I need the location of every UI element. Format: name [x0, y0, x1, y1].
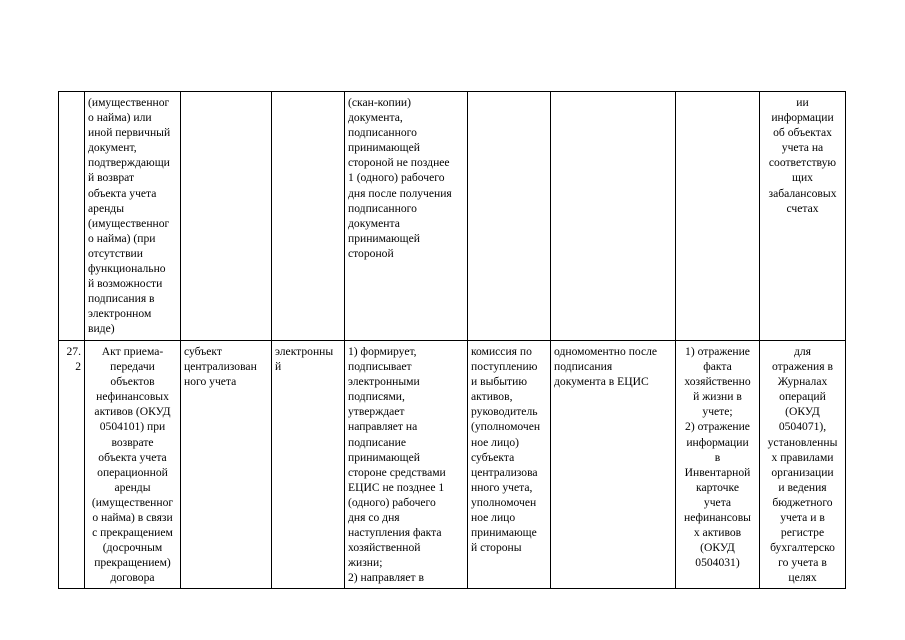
table-row — [59, 92, 846, 341]
cell-number: 27. 2 — [59, 341, 85, 589]
cell-document-name: Акт приема- передачи объектов нефинансовых активов (ОКУД 0504101) при возврате объекта учета операционной аренды (имущественног о найма) в связи с прекращением (досрочным прекращением) договора — [85, 341, 181, 589]
document-table — [58, 91, 846, 589]
cell-responsible: субъект централизован ного учета — [181, 341, 272, 589]
cell-signers — [468, 92, 551, 341]
cell-responsible — [181, 92, 272, 341]
cell-purpose: для отражения в Журналах операций (ОКУД 0504071), установленны х правилами организации и ведения бюджетного учета и в регистре бухгалтерско го учета в целях — [760, 341, 846, 589]
cell-form: электронны й — [272, 341, 345, 589]
cell-deadline — [551, 92, 676, 341]
cell-document-name: (имущественног о найма) или иной первичный документ, подтверждающи й возврат объекта учета аренды (имущественног о найма) (при отсутствии функционально й возможности подписания в электронном виде) — [85, 92, 181, 341]
cell-form — [272, 92, 345, 341]
cell-purpose: ии информации об объектах учета на соответствую щих забалансовых счетах — [760, 92, 846, 341]
cell-action: 1) отражение факта хозяйственно й жизни в учете; 2) отражение информации в Инвентарной карточке учета нефинансовы х активов (ОКУД 0504031) — [676, 341, 760, 589]
cell-signers: комиссия по поступлению и выбытию активов, руководитель (уполномочен ное лицо) субъекта централизова нного учета, уполномочен ное лицо принимающе й стороны — [468, 341, 551, 589]
table-row — [59, 341, 846, 589]
cell-procedure: 1) формирует, подписывает электронными подписями, утверждает направляет на подписание принимающей стороне средствами ЕЦИС не позднее 1 (одного) рабочего дня со дня наступления факта хозяйственной жизни; 2) направляет в — [345, 341, 468, 589]
cell-action — [676, 92, 760, 341]
cell-deadline: одномоментно после подписания документа в ЕЦИС — [551, 341, 676, 589]
cell-number — [59, 92, 85, 341]
cell-procedure: (скан-копии) документа, подписанного принимающей стороной не позднее 1 (одного) рабочего дня после получения подписанного документа принимающей стороной — [345, 92, 468, 341]
